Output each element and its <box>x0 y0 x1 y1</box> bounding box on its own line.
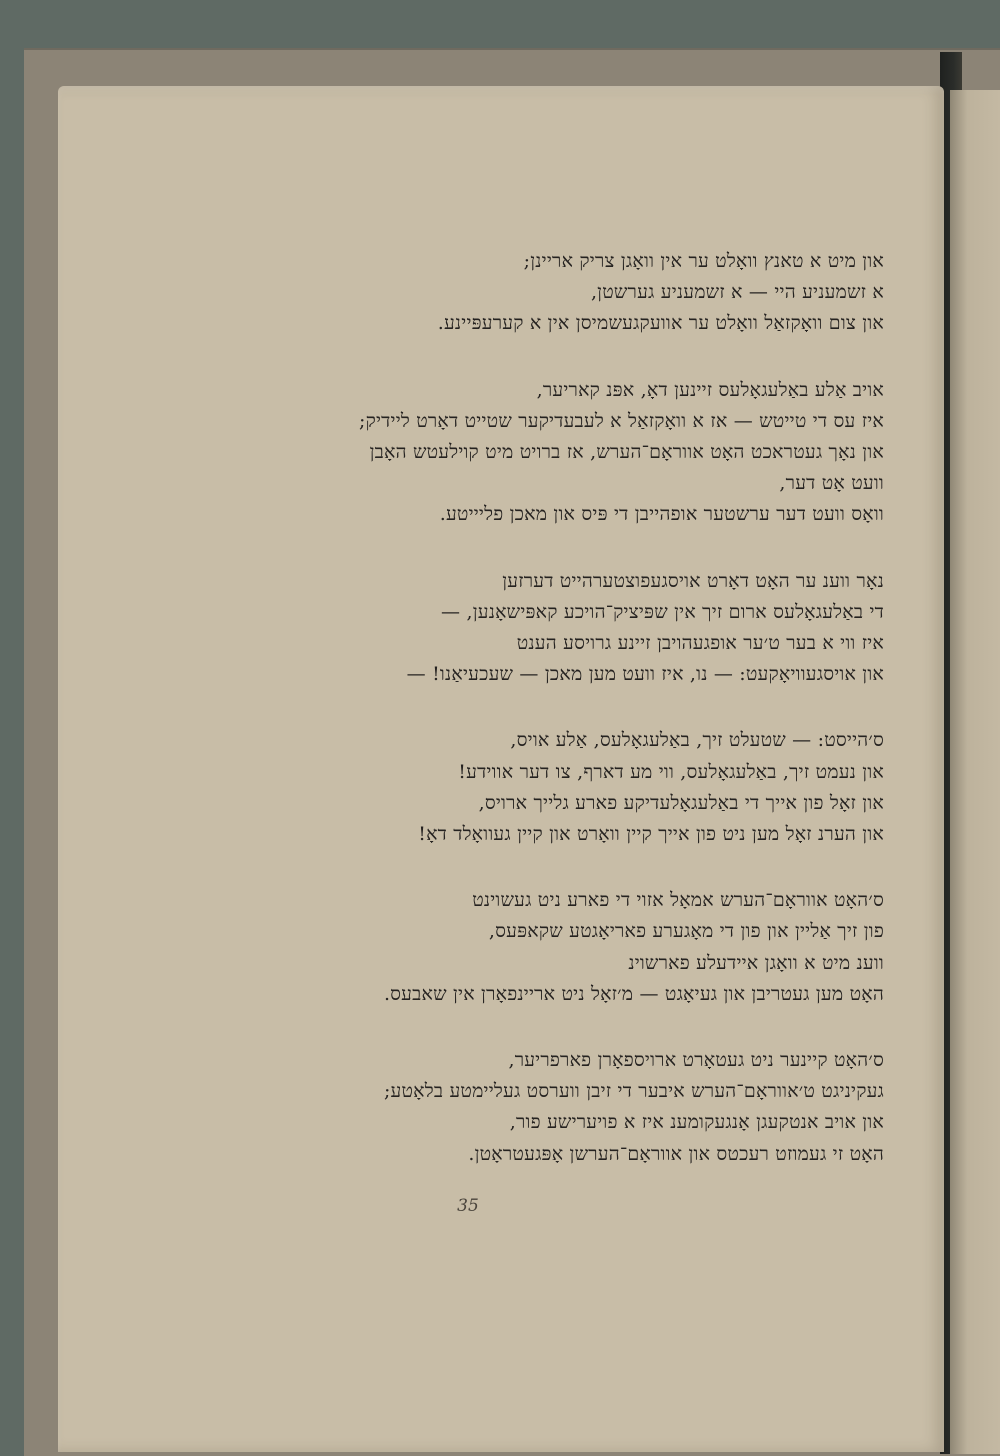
poem-line: א זשמעניע היי — א זשמעניע גערשטן, <box>590 281 884 304</box>
poem-line: נאָר ווענ ער האָט דאָרט אויסגעפוצטערהייט דערזען <box>502 569 884 592</box>
stanza-1 <box>236 246 884 340</box>
poem-line: ווענ מיט א וואָגן איידעלע פארשוינ <box>628 951 884 974</box>
poem-line: און נעמט זיך, באַלעגאָלעס, ווי מע דארף, צו דער אווידע! <box>458 760 884 783</box>
stanza-2 <box>236 375 884 531</box>
stanza-6 <box>236 1045 884 1170</box>
poem-line: איז עס די טייטש — אז א וואָקזאַל א לעבעדיקער שטייט דאָרט ליידיק; <box>359 409 884 432</box>
poem-line: און צום וואָקזאַל וואָלט ער אוועקגעשמיסן אין א קערעפּיינע. <box>437 312 884 335</box>
poem-line: האָט זי געמוזט רעכטס און אווראָם־הערשן אָפּגעטראָטן. <box>468 1142 884 1165</box>
poem-line: איז ווי א בער ט׳ער אופגעהויבן זיינע גרויסע הענט <box>516 632 884 655</box>
stanza-3 <box>236 566 884 691</box>
poem-line: וואָס וועט דער ערשטער אופהייבן די פּיס און מאכן פליייטע. <box>439 503 884 526</box>
poem-line: פון זיך אַליין און פון די מאָגערע פאריאָגטע שקאפּעס, <box>488 920 884 943</box>
page-number: 35 <box>457 1196 479 1216</box>
poem-line: ס׳האָט קיינער ניט געטאָרט ארויספאָרן פארפריער, <box>508 1049 884 1072</box>
stanza-4 <box>236 725 884 850</box>
poem-text <box>236 246 884 1205</box>
poem-line: און אויב אנטקעגן אָנגעקומענ איז א פויערישע פור, <box>509 1111 884 1134</box>
poem-line: און נאָך געטראכט האָט אווראָם־הערש, אז ברויט מיט קוילעטש האָבן <box>369 441 884 464</box>
poem-line: און מיט א טאנץ וואָלט ער אין וואָגן צריק אריינן; <box>523 250 884 272</box>
poem-line: און זאָל פון אייך די באַלעגאָלעדיקע פארע גלייך ארויס, <box>478 791 884 814</box>
poem-line: און אויסגעוויאָקעט: — נו, איז וועט מען מאכן — שעכעיאַנו! — <box>406 663 884 686</box>
poem-line: געקיניגט ט׳אווראָם־הערש איבער די זיבן ווערסט געליימטע בלאָטע; <box>383 1080 884 1103</box>
poem-line: וועט אָט דער, <box>779 472 884 495</box>
poem-line: ס׳האָט אווראָם־הערש אמאָל אזוי די פארע ניט געשוינט <box>472 889 884 912</box>
stanza-5 <box>236 885 884 1010</box>
poem-line: ס׳הייסט: — שטעלט זיך, באַלעגאָלעס, אַלע אויס, <box>510 729 884 752</box>
poem-line: האָט מען געטריבן און געיאָגט — מ׳זאָל ניט אריינפאָרן אין שאבעס. <box>383 982 884 1005</box>
poem-line: די באַלעגאָלעס ארום זיך אין שפּיציק־הויכע קאפּישאָנען, — <box>441 600 884 623</box>
facing-page-edge <box>950 90 1000 1454</box>
poem-line: און הערנ זאָל מען ניט פון אייך קיין וואָרט און קיין געוואָלד דאָ! <box>418 823 884 846</box>
poem-line: אויב אַלע באַלעגאָלעס זיינען דאָ, אפּנ קאריער, <box>536 378 884 401</box>
